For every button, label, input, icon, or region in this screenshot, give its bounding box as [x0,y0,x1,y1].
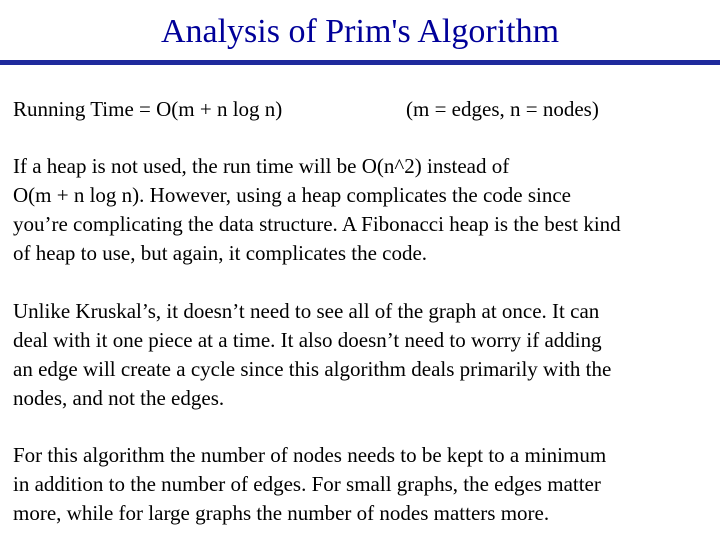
paragraph-line: more, while for large graphs the number of nodes matters more. [13,501,550,525]
paragraph-line: For this algorithm the number of nodes needs to be kept to a minimum [13,443,607,467]
paragraph-line: If a heap is not used, the run time will be O(n^2) instead of [13,154,510,178]
slide-title: Analysis of Prim's Algorithm [160,13,560,50]
paragraph-line: nodes, and not the edges. [13,386,225,410]
title-divider [0,60,720,65]
paragraph-line: of heap to use, but again, it complicates the code. [13,241,428,265]
paragraph-heap [13,152,718,268]
paragraph-kruskal [13,297,718,413]
paragraph-line: you’re complicating the data structure. A Fibonacci heap is the best kind [13,212,621,236]
paragraph-line: an edge will create a cycle since this algorithm deals primarily with the [13,357,612,381]
running-time-note: (m = edges, n = nodes) [406,97,599,121]
paragraph-line: Unlike Kruskal’s, it doesn’t need to see all of the graph at once. It can [13,299,600,323]
running-time-line [13,96,599,122]
paragraph-line: in addition to the number of edges. For small graphs, the edges matter [13,472,601,496]
paragraph-line: deal with it one piece at a time. It also doesn’t need to worry if adding [13,328,602,352]
paragraph-nodes [13,441,718,528]
running-time-label: Running Time = O(m + n log n) [13,97,283,121]
paragraph-line: O(m + n log n). However, using a heap complicates the code since [13,183,571,207]
